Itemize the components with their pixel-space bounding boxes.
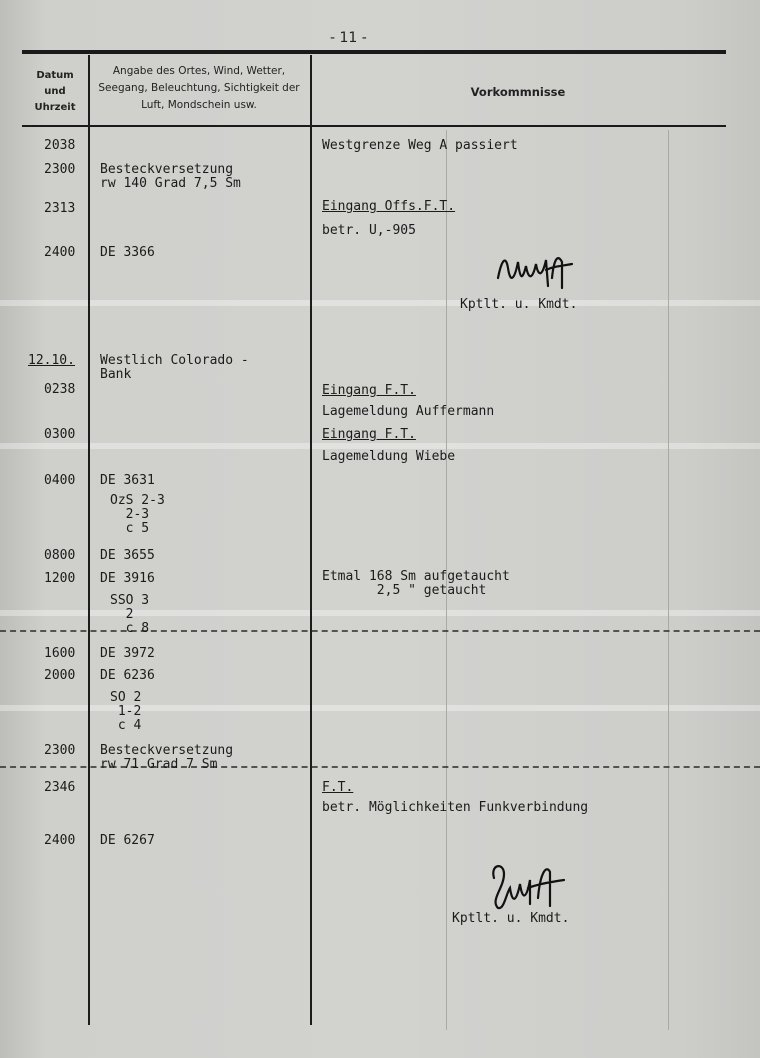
signature-caption: Kptlt. u. Kmdt.: [460, 297, 578, 312]
location-cell: Besteckversetzung rw 140 Grad 7,5 Sm: [100, 162, 241, 191]
location-cell: DE 6267: [100, 833, 155, 848]
header-date-time: [24, 68, 86, 116]
commander-signature: [484, 858, 570, 914]
date-cell: 12.10.: [28, 353, 75, 368]
column-divider: [88, 55, 90, 1025]
location-cell: Besteckversetzung rw 71 Grad 7 Sm: [100, 743, 234, 772]
time-cell: 0800: [44, 548, 76, 563]
weather-cell: OzS 2-3 2-3 c 5: [110, 493, 165, 536]
time-cell: 0238: [44, 382, 76, 397]
time-cell: 0400: [44, 473, 76, 488]
commander-signature: [492, 248, 582, 294]
header-and-label: und: [44, 86, 66, 97]
scan-band: [0, 300, 760, 306]
event-body: betr. Möglichkeiten Funkverbindung: [322, 800, 589, 815]
signature-caption: Kptlt. u. Kmdt.: [452, 911, 570, 926]
location-cell: DE 3972: [100, 646, 155, 661]
location-cell: DE 6236: [100, 668, 155, 683]
event-cell: Westgrenze Weg A passiert: [322, 138, 518, 153]
location-cell: Westlich Colorado - Bank: [100, 353, 249, 382]
time-cell: 2400: [44, 833, 76, 848]
header-location-weather: Angabe des Ortes, Wind, Wetter, Seegang, Beleuchtung, Sichtigkeit der Luft, Mondschein usw.: [98, 65, 300, 111]
time-cell: 2038: [44, 138, 76, 153]
column-divider: [310, 55, 312, 1025]
event-body: Lagemeldung Wiebe: [322, 449, 456, 464]
time-cell: 2400: [44, 245, 76, 260]
faint-guide-line: [668, 130, 669, 1030]
location-cell: DE 3366: [100, 245, 155, 260]
top-rule: [22, 50, 726, 54]
header-time-label: Uhrzeit: [34, 102, 76, 113]
event-title: Eingang Offs.F.T.: [322, 199, 456, 214]
time-cell: 1200: [44, 571, 76, 586]
time-cell: 2346: [44, 780, 76, 795]
time-cell: 2300: [44, 162, 76, 177]
location-cell: DE 3916: [100, 571, 155, 586]
time-cell: 0300: [44, 427, 76, 442]
event-body: Lagemeldung Auffermann: [322, 404, 495, 419]
location-cell: DE 3631: [100, 473, 155, 488]
event-body: betr. U,-905: [322, 223, 416, 238]
event-title: F.T.: [322, 780, 354, 795]
event-title: Eingang F.T.: [322, 383, 416, 398]
time-cell: 2300: [44, 743, 76, 758]
page-number: - 11 -: [330, 30, 367, 46]
weather-cell: SSO 3 2 c 8: [110, 593, 150, 636]
event-cell: Etmal 168 Sm aufgetaucht 2,5 " getaucht: [322, 569, 510, 598]
weather-cell: SO 2 1-2 c 4: [110, 690, 142, 733]
header-rule: [22, 125, 726, 127]
header-date-label: Datum: [36, 70, 74, 81]
time-cell: 1600: [44, 646, 76, 661]
time-cell: 2000: [44, 668, 76, 683]
header-events: Vorkommnisse: [470, 85, 566, 99]
location-cell: DE 3655: [100, 548, 155, 563]
time-cell: 2313: [44, 201, 76, 216]
event-title: Eingang F.T.: [322, 427, 416, 442]
